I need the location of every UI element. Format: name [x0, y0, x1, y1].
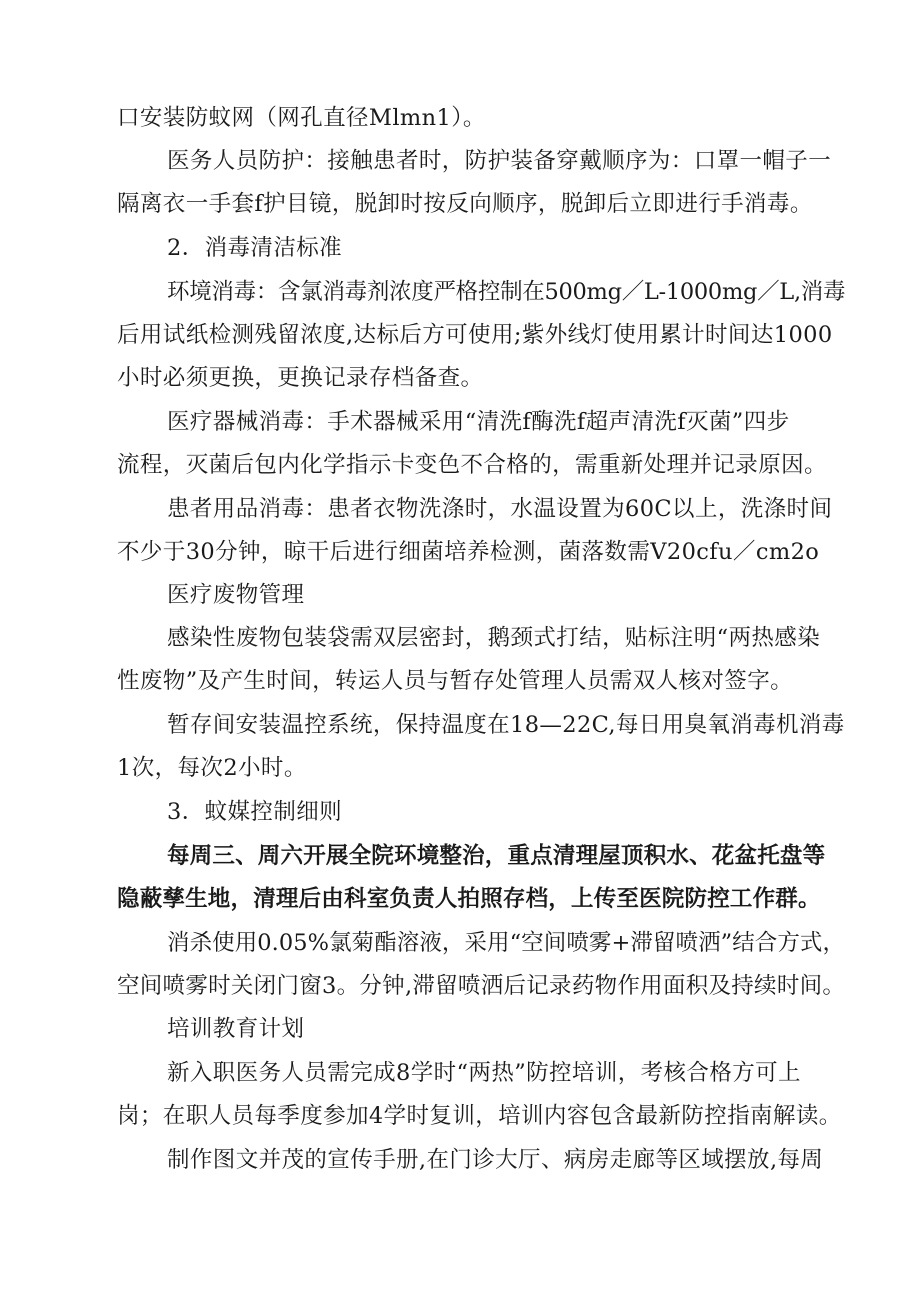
- text-line: 患者用品消毒：患者衣物洗涤时，水温设置为60C以上，洗涤时间: [167, 496, 833, 522]
- text-line: 感染性废物包装袋需双层密封，鹅颈式打结，贴标注明“两热感染: [167, 625, 821, 651]
- text-line: 1次，每次2小时。: [117, 755, 307, 781]
- text-line: 3．蚊媒控制细则: [167, 799, 343, 825]
- text-line: 隔离衣一手套f护目镜，脱卸时按反向顺序，脱卸后立即进行手消毒。: [117, 191, 813, 217]
- text-line: 小时必须更换，更换记录存档备查。: [117, 365, 484, 391]
- text-line: 环境消毒：含氯消毒剂浓度严格控制在500mg／L-1000mg／L,消毒: [167, 279, 846, 305]
- text-line: 新入职医务人员需完成8学时“两热”防控培训，考核合格方可上: [167, 1060, 801, 1086]
- text-line: 后用试纸检测残留浓度,达标后方可使用;紫外线灯使用累计时间达1000: [117, 322, 833, 348]
- text-line: 流程，灭菌后包内化学指示卡变色不合格的，需重新处理并记录原因。: [117, 452, 827, 478]
- text-line: 空间喷雾时关闭门窗3。分钟,滞留喷洒后记录药物作用面积及持续时间。: [117, 973, 846, 999]
- text-line: 口安装防蚊网（网孔直径Mlmn1）。: [117, 105, 486, 131]
- text-line: 消杀使用0.05%氯菊酯溶液，采用“空间喷雾+滞留喷洒”结合方式，: [167, 930, 846, 956]
- text-line: 培训教育计划: [167, 1016, 305, 1042]
- text-line: 制作图文并茂的宣传手册,在门诊大厅、病房走廊等区域摆放,每周: [167, 1147, 824, 1173]
- text-line: 隐蔽孳生地，清理后由科室负责人拍照存档，上传至医院防控工作群。: [117, 886, 821, 912]
- text-line: 性废物”及产生时间，转运人员与暂存处管理人员需双人核对签字。: [117, 668, 794, 694]
- text-line: 岗；在职人员每季度参加4学时复训，培训内容包含最新防控指南解读。: [117, 1103, 842, 1129]
- text-line: 医疗废物管理: [167, 582, 305, 608]
- text-line: 医疗器械消毒：手术器械采用“清洗f酶洗f超声清洗f灭菌”四步: [167, 409, 790, 435]
- text-line: 医务人员防护：接触患者时，防护装备穿戴顺序为：口罩一帽子一: [167, 148, 832, 174]
- text-line: 暂存间安装温控系统，保持温度在18—22C,每日用臭氧消毒机消毒: [167, 712, 845, 738]
- text-line: 不少于30分钟，晾干后进行细菌培养检测，菌落数需V20cfu／cm2o: [117, 539, 820, 565]
- text-line: 2．消毒清洁标准: [167, 235, 343, 261]
- text-line: 每周三、周六开展全院环境整治，重点清理屋顶积水、花盆托盘等: [167, 843, 826, 869]
